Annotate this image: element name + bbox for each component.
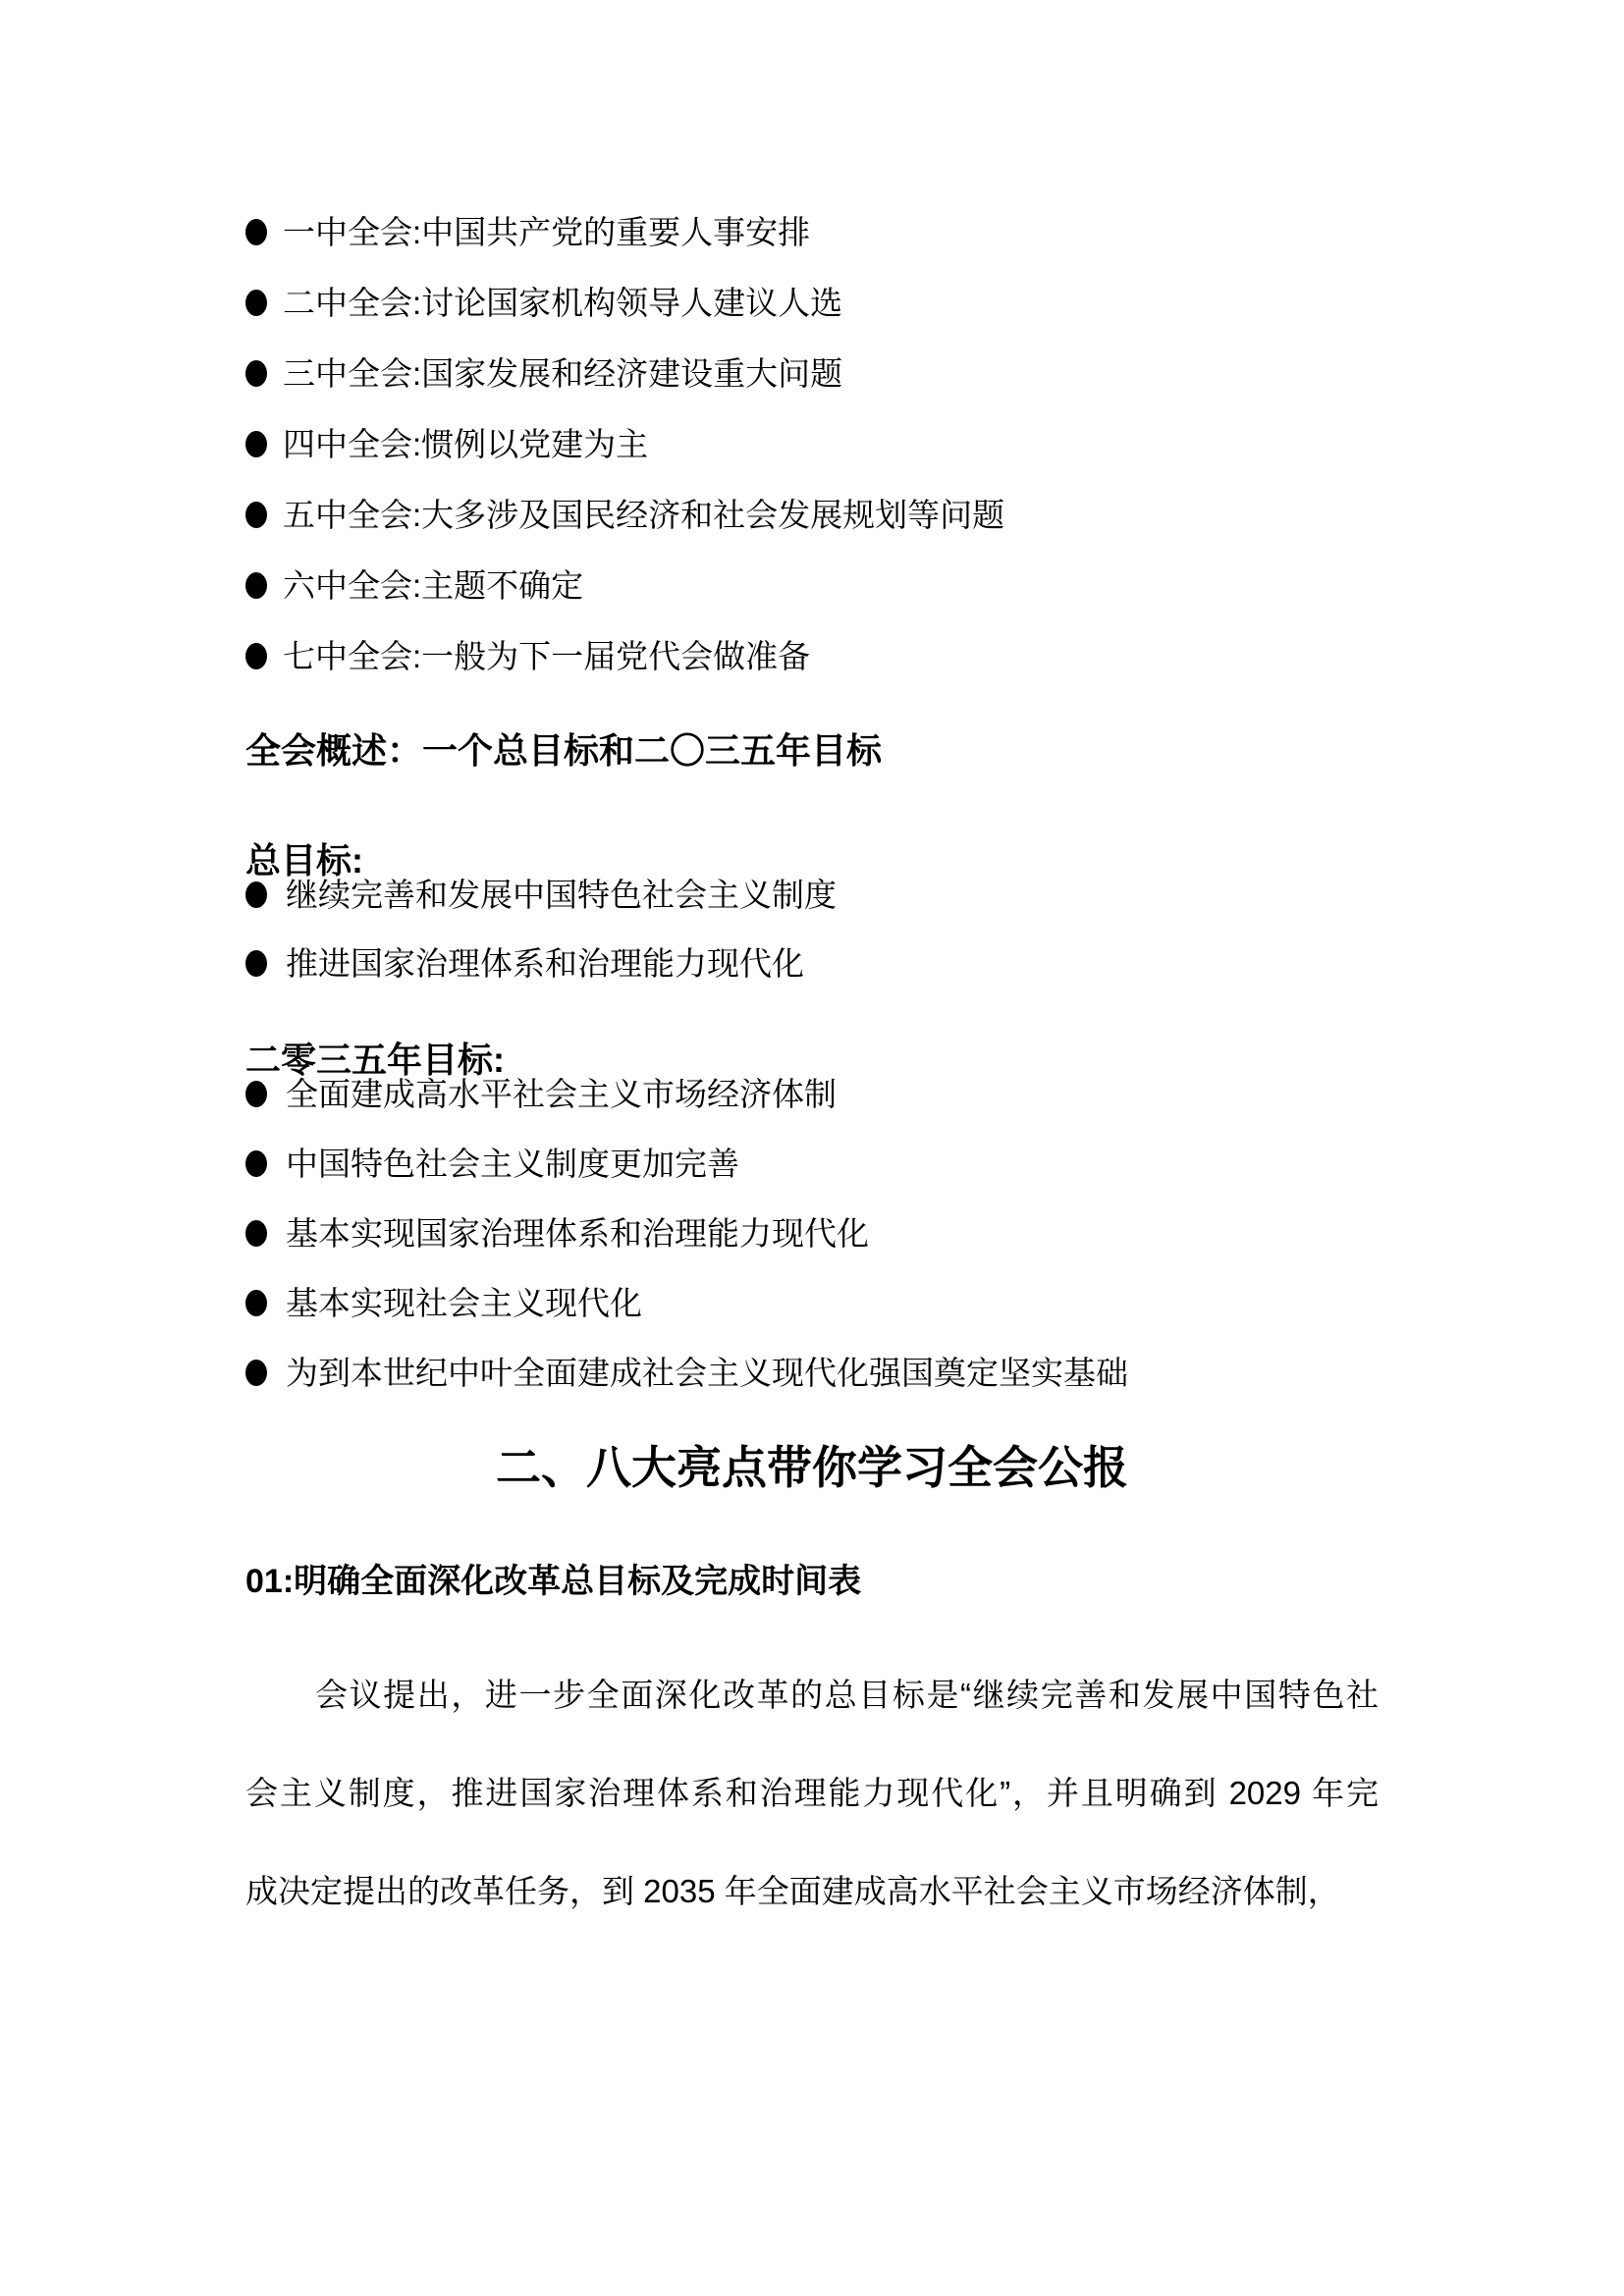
bullet-icon	[245, 950, 267, 977]
list-item-text: 三中全会:国家发展和经济建设重大问题	[283, 355, 843, 392]
section-2-heading: 二、八大亮点带你学习全会公报	[496, 1442, 1128, 1493]
list-item	[245, 879, 1379, 911]
list-item	[245, 947, 1379, 980]
highlight-01-paragraph	[245, 1646, 1379, 1941]
bullet-icon	[245, 431, 267, 457]
paragraph-line: 会议提出，进一步全面深化改革的总目标是“继续完善和发展中国特色社	[315, 1677, 1379, 1713]
bullet-icon	[245, 1360, 267, 1386]
paragraph-line: 会主义制度，推进国家治理体系和治理能力现代化”，并且明确到 2029 年完	[245, 1775, 1379, 1811]
list-item-text: 继续完善和发展中国特色社会主义制度	[286, 877, 837, 913]
list-item	[245, 569, 1379, 602]
list-item	[245, 1217, 1379, 1250]
list-item	[245, 287, 1379, 319]
list-item-text: 基本实现国家治理体系和治理能力现代化	[286, 1215, 869, 1252]
list-item	[245, 1078, 1379, 1110]
list-item-text: 四中全会:惯例以党建为主	[283, 426, 649, 462]
goal-2035-list	[245, 1078, 1379, 1389]
plenum-types-list	[245, 216, 1379, 672]
list-item	[245, 499, 1379, 531]
general-goal-list	[245, 879, 1379, 980]
list-item	[245, 1287, 1379, 1319]
bullet-icon	[245, 1220, 267, 1247]
list-item-text: 推进国家治理体系和治理能力现代化	[286, 945, 804, 982]
goal-2035-heading: 二零三五年目标:	[245, 1040, 505, 1080]
bullet-icon	[245, 881, 267, 908]
list-item-text: 中国特色社会主义制度更加完善	[286, 1146, 739, 1182]
list-item	[245, 357, 1379, 390]
bullet-icon	[245, 1081, 267, 1107]
list-item-text: 五中全会:大多涉及国民经济和社会发展规划等问题	[283, 497, 1005, 533]
list-item-text: 基本实现社会主义现代化	[286, 1285, 642, 1321]
bullet-icon	[245, 1290, 267, 1316]
list-item	[245, 640, 1379, 672]
bullet-icon	[245, 290, 267, 316]
list-item	[245, 216, 1379, 248]
list-item-text: 二中全会:讨论国家机构领导人建议人选	[283, 285, 843, 321]
list-item-text: 为到本世纪中叶全面建成社会主义现代化强国奠定坚实基础	[286, 1355, 1128, 1391]
bullet-icon	[245, 502, 267, 528]
bullet-icon	[245, 1150, 267, 1177]
highlight-01-heading: 01:明确全面深化改革总目标及完成时间表	[245, 1563, 862, 1600]
overview-heading: 全会概述：一个总目标和二〇三五年目标	[245, 730, 883, 771]
list-item-text: 七中全会:一般为下一届党代会做准备	[283, 638, 811, 674]
bullet-icon	[245, 643, 267, 669]
general-goal-heading: 总目标:	[245, 840, 363, 881]
list-item-text: 一中全会:中国共产党的重要人事安排	[283, 214, 811, 250]
bullet-icon	[245, 360, 267, 387]
list-item-text: 全面建成高水平社会主义市场经济体制	[286, 1076, 837, 1112]
list-item	[245, 428, 1379, 460]
list-item	[245, 1148, 1379, 1180]
list-item-text: 六中全会:主题不确定	[283, 567, 584, 604]
paragraph-line: 成决定提出的改革任务，到 2035 年全面建成高水平社会主义市场经济体制，	[245, 1873, 1340, 1909]
list-item	[245, 1357, 1379, 1389]
bullet-icon	[245, 572, 267, 599]
bullet-icon	[245, 219, 267, 245]
